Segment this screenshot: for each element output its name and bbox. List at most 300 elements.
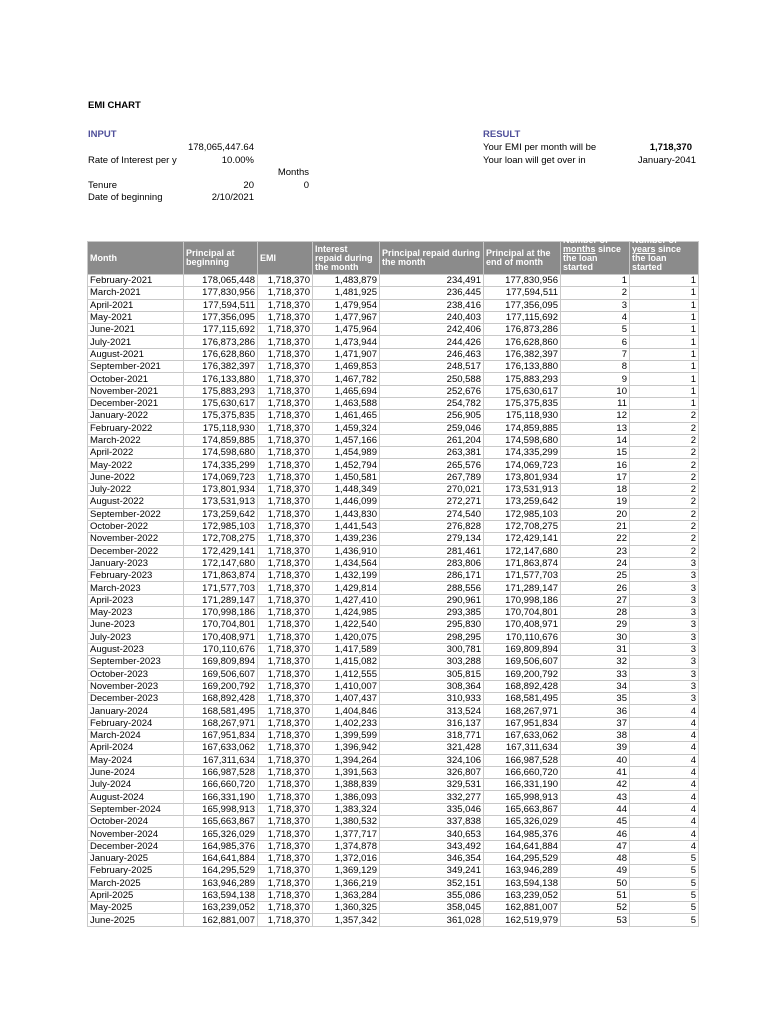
cell-months-since: 24	[561, 557, 630, 569]
cell-interest-repaid: 1,427,410	[313, 594, 380, 606]
cell-emi: 1,718,370	[258, 693, 313, 705]
cell-principal-beginning: 170,704,801	[184, 619, 258, 631]
cell-month: January-2023	[88, 557, 184, 569]
cell-principal-repaid: 254,782	[380, 397, 484, 409]
cell-interest-repaid: 1,459,324	[313, 422, 380, 434]
cell-years-since: 4	[630, 816, 699, 828]
cell-principal-beginning: 173,259,642	[184, 508, 258, 520]
cell-emi: 1,718,370	[258, 287, 313, 299]
cell-years-since: 1	[630, 361, 699, 373]
cell-principal-repaid: 283,806	[380, 557, 484, 569]
cell-interest-repaid: 1,473,944	[313, 336, 380, 348]
table-row	[88, 471, 699, 483]
cell-principal-beginning: 174,598,680	[184, 447, 258, 459]
table-row	[88, 914, 699, 926]
cell-principal-end: 177,594,511	[484, 287, 561, 299]
cell-month: August-2023	[88, 643, 184, 655]
cell-principal-repaid: 270,021	[380, 484, 484, 496]
cell-month: November-2022	[88, 533, 184, 545]
table-row	[88, 889, 699, 901]
cell-interest-repaid: 1,454,989	[313, 447, 380, 459]
cell-years-since: 2	[630, 520, 699, 532]
cell-interest-repaid: 1,399,599	[313, 729, 380, 741]
cell-principal-repaid: 318,771	[380, 729, 484, 741]
cell-months-since: 6	[561, 336, 630, 348]
cell-principal-repaid: 256,905	[380, 410, 484, 422]
cell-emi: 1,718,370	[258, 459, 313, 471]
cell-principal-repaid: 329,531	[380, 779, 484, 791]
table-row	[88, 311, 699, 323]
cell-emi: 1,718,370	[258, 508, 313, 520]
table-row	[88, 582, 699, 594]
table-row	[88, 643, 699, 655]
cell-emi: 1,718,370	[258, 385, 313, 397]
cell-months-since: 1	[561, 275, 630, 287]
header-interest-repaid: Interest repaid during the month	[313, 242, 380, 275]
cell-emi: 1,718,370	[258, 742, 313, 754]
cell-months-since: 28	[561, 607, 630, 619]
cell-years-since: 4	[630, 803, 699, 815]
cell-months-since: 43	[561, 791, 630, 803]
table-row	[88, 348, 699, 360]
cell-month: January-2022	[88, 410, 184, 422]
cell-month: September-2023	[88, 656, 184, 668]
loan-end-value: January-2041	[637, 155, 696, 166]
table-row	[88, 520, 699, 532]
cell-month: June-2023	[88, 619, 184, 631]
cell-interest-repaid: 1,448,349	[313, 484, 380, 496]
cell-principal-repaid: 313,524	[380, 705, 484, 717]
cell-principal-end: 173,259,642	[484, 496, 561, 508]
cell-principal-repaid: 281,461	[380, 545, 484, 557]
cell-emi: 1,718,370	[258, 840, 313, 852]
cell-years-since: 2	[630, 508, 699, 520]
loan-end-label: Your loan will get over in	[483, 155, 586, 166]
cell-principal-repaid: 246,463	[380, 348, 484, 360]
cell-month: March-2022	[88, 434, 184, 446]
cell-principal-beginning: 176,133,880	[184, 373, 258, 385]
cell-principal-repaid: 316,137	[380, 717, 484, 729]
cell-principal-repaid: 293,385	[380, 607, 484, 619]
cell-emi: 1,718,370	[258, 680, 313, 692]
cell-months-since: 40	[561, 754, 630, 766]
cell-principal-end: 175,630,617	[484, 385, 561, 397]
cell-principal-beginning: 168,267,971	[184, 717, 258, 729]
cell-principal-repaid: 355,086	[380, 889, 484, 901]
cell-principal-repaid: 250,588	[380, 373, 484, 385]
cell-emi: 1,718,370	[258, 336, 313, 348]
cell-principal-repaid: 332,277	[380, 791, 484, 803]
tenure-months-value: 0	[303, 180, 309, 191]
cell-principal-beginning: 174,335,299	[184, 459, 258, 471]
cell-principal-beginning: 175,630,617	[184, 397, 258, 409]
cell-month: August-2021	[88, 348, 184, 360]
cell-emi: 1,718,370	[258, 545, 313, 557]
table-row	[88, 594, 699, 606]
cell-principal-end: 175,883,293	[484, 373, 561, 385]
cell-principal-repaid: 248,517	[380, 361, 484, 373]
table-row	[88, 729, 699, 741]
table-row	[88, 803, 699, 815]
cell-emi: 1,718,370	[258, 447, 313, 459]
cell-interest-repaid: 1,412,555	[313, 668, 380, 680]
cell-months-since: 50	[561, 877, 630, 889]
cell-interest-repaid: 1,402,233	[313, 717, 380, 729]
cell-month: August-2022	[88, 496, 184, 508]
cell-months-since: 11	[561, 397, 630, 409]
cell-emi: 1,718,370	[258, 496, 313, 508]
table-row	[88, 397, 699, 409]
cell-principal-beginning: 164,985,376	[184, 840, 258, 852]
cell-interest-repaid: 1,366,219	[313, 877, 380, 889]
table-row	[88, 361, 699, 373]
cell-principal-beginning: 169,200,792	[184, 680, 258, 692]
cell-emi: 1,718,370	[258, 816, 313, 828]
cell-years-since: 1	[630, 299, 699, 311]
cell-principal-end: 169,200,792	[484, 668, 561, 680]
cell-emi: 1,718,370	[258, 533, 313, 545]
cell-years-since: 4	[630, 766, 699, 778]
cell-interest-repaid: 1,429,814	[313, 582, 380, 594]
cell-principal-end: 172,708,275	[484, 520, 561, 532]
table-row	[88, 693, 699, 705]
cell-principal-repaid: 263,381	[380, 447, 484, 459]
cell-principal-repaid: 324,106	[380, 754, 484, 766]
table-row	[88, 422, 699, 434]
cell-principal-end: 168,581,495	[484, 693, 561, 705]
cell-emi: 1,718,370	[258, 484, 313, 496]
cell-months-since: 23	[561, 545, 630, 557]
table-row	[88, 619, 699, 631]
table-row	[88, 299, 699, 311]
cell-years-since: 2	[630, 459, 699, 471]
cell-interest-repaid: 1,396,942	[313, 742, 380, 754]
cell-principal-beginning: 166,987,528	[184, 766, 258, 778]
cell-interest-repaid: 1,372,016	[313, 852, 380, 864]
cell-emi: 1,718,370	[258, 914, 313, 926]
table-row	[88, 410, 699, 422]
cell-emi: 1,718,370	[258, 619, 313, 631]
table-row	[88, 877, 699, 889]
cell-months-since: 21	[561, 520, 630, 532]
cell-months-since: 41	[561, 766, 630, 778]
cell-months-since: 13	[561, 422, 630, 434]
cell-months-since: 42	[561, 779, 630, 791]
cell-month: April-2023	[88, 594, 184, 606]
table-row	[88, 791, 699, 803]
cell-principal-beginning: 170,408,971	[184, 631, 258, 643]
cell-emi: 1,718,370	[258, 705, 313, 717]
cell-month: April-2022	[88, 447, 184, 459]
cell-months-since: 20	[561, 508, 630, 520]
cell-principal-repaid: 259,046	[380, 422, 484, 434]
cell-months-since: 39	[561, 742, 630, 754]
cell-years-since: 1	[630, 397, 699, 409]
cell-years-since: 4	[630, 717, 699, 729]
header-month: Month	[88, 242, 184, 275]
cell-principal-beginning: 174,859,885	[184, 434, 258, 446]
rate-value: 10.00%	[221, 155, 254, 166]
cell-months-since: 31	[561, 643, 630, 655]
cell-principal-beginning: 167,951,834	[184, 729, 258, 741]
cell-months-since: 14	[561, 434, 630, 446]
cell-principal-repaid: 346,354	[380, 852, 484, 864]
cell-principal-beginning: 177,830,956	[184, 287, 258, 299]
cell-principal-beginning: 175,883,293	[184, 385, 258, 397]
cell-month: March-2023	[88, 582, 184, 594]
cell-years-since: 4	[630, 828, 699, 840]
cell-principal-end: 166,987,528	[484, 754, 561, 766]
cell-principal-beginning: 178,065,448	[184, 275, 258, 287]
cell-months-since: 2	[561, 287, 630, 299]
table-row	[88, 852, 699, 864]
header-emi: EMI	[258, 242, 313, 275]
cell-interest-repaid: 1,443,830	[313, 508, 380, 520]
cell-years-since: 4	[630, 791, 699, 803]
cell-principal-end: 174,859,885	[484, 422, 561, 434]
cell-interest-repaid: 1,452,794	[313, 459, 380, 471]
table-row	[88, 496, 699, 508]
table-row	[88, 533, 699, 545]
cell-principal-repaid: 310,933	[380, 693, 484, 705]
cell-principal-end: 163,239,052	[484, 889, 561, 901]
cell-principal-repaid: 303,288	[380, 656, 484, 668]
cell-principal-end: 174,335,299	[484, 447, 561, 459]
cell-interest-repaid: 1,391,563	[313, 766, 380, 778]
cell-month: July-2024	[88, 779, 184, 791]
cell-years-since: 2	[630, 496, 699, 508]
cell-years-since: 4	[630, 754, 699, 766]
date-label: Date of beginning	[88, 192, 163, 203]
cell-principal-end: 170,110,676	[484, 631, 561, 643]
cell-principal-repaid: 358,045	[380, 902, 484, 914]
cell-emi: 1,718,370	[258, 397, 313, 409]
cell-principal-repaid: 265,576	[380, 459, 484, 471]
cell-principal-repaid: 340,653	[380, 828, 484, 840]
cell-principal-end: 170,408,971	[484, 619, 561, 631]
cell-months-since: 27	[561, 594, 630, 606]
cell-principal-beginning: 173,531,913	[184, 496, 258, 508]
cell-principal-beginning: 170,998,186	[184, 607, 258, 619]
cell-principal-repaid: 326,807	[380, 766, 484, 778]
emi-value: 1,718,370	[649, 142, 692, 153]
cell-principal-repaid: 236,445	[380, 287, 484, 299]
cell-principal-end: 168,892,428	[484, 680, 561, 692]
cell-years-since: 3	[630, 594, 699, 606]
cell-years-since: 3	[630, 693, 699, 705]
cell-principal-beginning: 167,633,062	[184, 742, 258, 754]
cell-month: November-2024	[88, 828, 184, 840]
cell-principal-repaid: 276,828	[380, 520, 484, 532]
cell-years-since: 2	[630, 434, 699, 446]
cell-principal-repaid: 298,295	[380, 631, 484, 643]
cell-month: November-2021	[88, 385, 184, 397]
cell-years-since: 2	[630, 484, 699, 496]
table-row	[88, 828, 699, 840]
cell-interest-repaid: 1,432,199	[313, 570, 380, 582]
cell-principal-repaid: 308,364	[380, 680, 484, 692]
cell-interest-repaid: 1,424,985	[313, 607, 380, 619]
cell-interest-repaid: 1,410,007	[313, 680, 380, 692]
cell-principal-end: 175,118,930	[484, 410, 561, 422]
cell-principal-repaid: 343,492	[380, 840, 484, 852]
cell-principal-end: 165,326,029	[484, 816, 561, 828]
cell-years-since: 2	[630, 410, 699, 422]
cell-emi: 1,718,370	[258, 557, 313, 569]
cell-month: February-2024	[88, 717, 184, 729]
cell-principal-beginning: 169,809,894	[184, 656, 258, 668]
cell-principal-repaid: 335,046	[380, 803, 484, 815]
cell-principal-beginning: 166,331,190	[184, 791, 258, 803]
cell-interest-repaid: 1,469,853	[313, 361, 380, 373]
cell-years-since: 3	[630, 582, 699, 594]
cell-emi: 1,718,370	[258, 766, 313, 778]
result-heading: RESULT	[483, 129, 521, 140]
cell-interest-repaid: 1,465,694	[313, 385, 380, 397]
cell-principal-beginning: 163,239,052	[184, 902, 258, 914]
cell-principal-beginning: 171,289,147	[184, 594, 258, 606]
cell-emi: 1,718,370	[258, 570, 313, 582]
cell-years-since: 2	[630, 471, 699, 483]
cell-principal-repaid: 240,403	[380, 311, 484, 323]
cell-principal-beginning: 165,326,029	[184, 828, 258, 840]
cell-interest-repaid: 1,436,910	[313, 545, 380, 557]
cell-principal-end: 171,863,874	[484, 557, 561, 569]
cell-years-since: 1	[630, 373, 699, 385]
cell-principal-beginning: 176,873,286	[184, 336, 258, 348]
cell-principal-beginning: 167,311,634	[184, 754, 258, 766]
page-title: EMI CHART	[88, 100, 141, 111]
cell-principal-end: 170,704,801	[484, 607, 561, 619]
cell-principal-beginning: 177,594,511	[184, 299, 258, 311]
cell-principal-beginning: 163,594,138	[184, 889, 258, 901]
cell-interest-repaid: 1,415,082	[313, 656, 380, 668]
cell-emi: 1,718,370	[258, 717, 313, 729]
tenure-label: Tenure	[88, 180, 118, 191]
emi-label: Your EMI per month will be	[483, 142, 597, 153]
table-row	[88, 570, 699, 582]
cell-years-since: 2	[630, 533, 699, 545]
cell-month: December-2021	[88, 397, 184, 409]
cell-interest-repaid: 1,404,846	[313, 705, 380, 717]
cell-principal-beginning: 172,985,103	[184, 520, 258, 532]
table-row	[88, 717, 699, 729]
cell-emi: 1,718,370	[258, 852, 313, 864]
cell-principal-repaid: 274,540	[380, 508, 484, 520]
cell-principal-end: 171,577,703	[484, 570, 561, 582]
cell-interest-repaid: 1,450,581	[313, 471, 380, 483]
cell-interest-repaid: 1,483,879	[313, 275, 380, 287]
cell-emi: 1,718,370	[258, 582, 313, 594]
cell-principal-beginning: 173,801,934	[184, 484, 258, 496]
cell-interest-repaid: 1,479,954	[313, 299, 380, 311]
cell-months-since: 49	[561, 865, 630, 877]
cell-principal-beginning: 176,382,397	[184, 361, 258, 373]
cell-months-since: 16	[561, 459, 630, 471]
cell-years-since: 1	[630, 287, 699, 299]
cell-months-since: 48	[561, 852, 630, 864]
cell-month: October-2021	[88, 373, 184, 385]
cell-principal-repaid: 261,204	[380, 434, 484, 446]
table-row	[88, 902, 699, 914]
table-row	[88, 557, 699, 569]
cell-years-since: 1	[630, 336, 699, 348]
cell-interest-repaid: 1,417,589	[313, 643, 380, 655]
cell-principal-repaid: 242,406	[380, 324, 484, 336]
cell-emi: 1,718,370	[258, 902, 313, 914]
cell-interest-repaid: 1,471,907	[313, 348, 380, 360]
cell-interest-repaid: 1,477,967	[313, 311, 380, 323]
cell-interest-repaid: 1,434,564	[313, 557, 380, 569]
table-row	[88, 459, 699, 471]
cell-emi: 1,718,370	[258, 324, 313, 336]
cell-principal-end: 166,660,720	[484, 766, 561, 778]
cell-principal-end: 163,946,289	[484, 865, 561, 877]
cell-months-since: 22	[561, 533, 630, 545]
cell-emi: 1,718,370	[258, 471, 313, 483]
cell-principal-end: 171,289,147	[484, 582, 561, 594]
table-row	[88, 385, 699, 397]
cell-month: February-2025	[88, 865, 184, 877]
cell-principal-end: 177,356,095	[484, 299, 561, 311]
cell-principal-end: 176,628,860	[484, 336, 561, 348]
cell-years-since: 1	[630, 348, 699, 360]
cell-months-since: 3	[561, 299, 630, 311]
cell-principal-end: 176,873,286	[484, 324, 561, 336]
cell-month: May-2025	[88, 902, 184, 914]
cell-months-since: 37	[561, 717, 630, 729]
cell-month: May-2023	[88, 607, 184, 619]
cell-month: July-2023	[88, 631, 184, 643]
cell-principal-end: 175,375,835	[484, 397, 561, 409]
cell-years-since: 2	[630, 545, 699, 557]
cell-month: December-2023	[88, 693, 184, 705]
cell-emi: 1,718,370	[258, 594, 313, 606]
cell-month: April-2021	[88, 299, 184, 311]
cell-emi: 1,718,370	[258, 311, 313, 323]
cell-months-since: 10	[561, 385, 630, 397]
cell-principal-beginning: 175,118,930	[184, 422, 258, 434]
cell-principal-repaid: 244,426	[380, 336, 484, 348]
cell-months-since: 17	[561, 471, 630, 483]
emi-table	[87, 235, 699, 927]
cell-months-since: 44	[561, 803, 630, 815]
cell-emi: 1,718,370	[258, 779, 313, 791]
cell-month: July-2021	[88, 336, 184, 348]
cell-months-since: 4	[561, 311, 630, 323]
cell-interest-repaid: 1,357,342	[313, 914, 380, 926]
table-row	[88, 508, 699, 520]
cell-emi: 1,718,370	[258, 828, 313, 840]
cell-months-since: 47	[561, 840, 630, 852]
cell-principal-beginning: 165,998,913	[184, 803, 258, 815]
cell-years-since: 3	[630, 607, 699, 619]
cell-years-since: 2	[630, 447, 699, 459]
table-row	[88, 607, 699, 619]
cell-principal-end: 173,531,913	[484, 484, 561, 496]
cell-principal-end: 163,594,138	[484, 877, 561, 889]
cell-years-since: 3	[630, 656, 699, 668]
table-row	[88, 840, 699, 852]
cell-principal-end: 165,663,867	[484, 803, 561, 815]
cell-principal-repaid: 267,789	[380, 471, 484, 483]
cell-principal-beginning: 177,115,692	[184, 324, 258, 336]
cell-emi: 1,718,370	[258, 754, 313, 766]
cell-month: March-2025	[88, 877, 184, 889]
cell-years-since: 4	[630, 705, 699, 717]
cell-principal-beginning: 168,581,495	[184, 705, 258, 717]
cell-month: May-2024	[88, 754, 184, 766]
